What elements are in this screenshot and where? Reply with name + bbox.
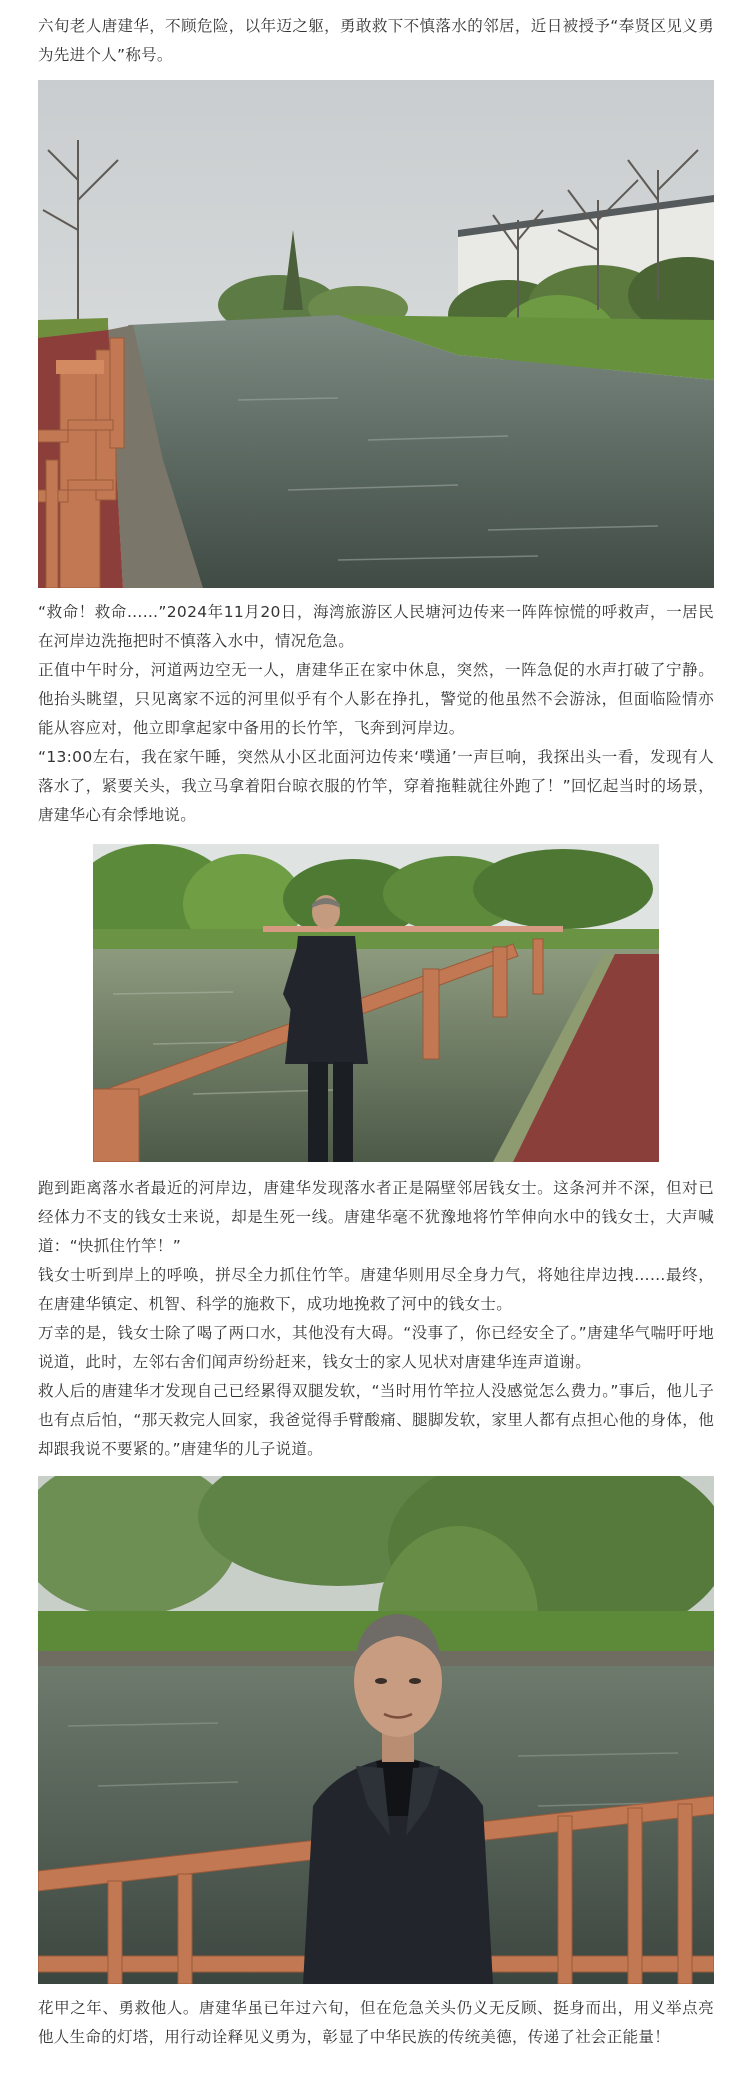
recollection-paragraph: “13:00左右，我在家午睡，突然从小区北面河边传来‘噗通’一声巨响，我探出头一看，发现有人落水了，紧要关头，我立马拿着阳台晾衣服的竹竿，穿着拖鞋就往外跑了！”回忆起当时的场景，唐建华心有余悸地说。 — [38, 748, 714, 824]
man-at-railing-illustration — [93, 844, 659, 1162]
river-photo-illustration — [38, 80, 714, 588]
noon-paragraph: 正值中午时分，河道两边空无一人，唐建华正在家中休息，突然，一阵急促的水声打破了宁静。他抬头眺望，只见离家不远的河里似乎有个人影在挣扎，警觉的他虽然不会游泳，但面临险情亦能从容应对，他立即拿起家中备用的长竹竿，飞奔到河岸边。 — [38, 661, 714, 737]
safe-paragraph: 万幸的是，钱女士除了喝了两口水，其他没有大碍。“没事了，你已经安全了。”唐建华气喘吁吁地说道，此时，左邻右舍们闻声纷纷赶来，钱女士的家人见状对唐建华连声道谢。 — [38, 1324, 714, 1371]
aftermath-paragraph: 救人后的唐建华才发现自己已经累得双腿发软，“当时用竹竿拉人没感觉怎么费力。”事后，他儿子也有点后怕，“那天救完人回家，我爸觉得手臂酸痛、腿脚发软，家里人都有点担心他的身体，他却跟我说不要紧的。”唐建华的儿子说道。 — [38, 1382, 714, 1458]
intro-paragraph: 六旬老人唐建华，不顾危险，以年迈之躯，勇敢救下不慎落水的邻居，近日被授予“奉贤区见义勇为先进个人”称号。 — [38, 17, 714, 64]
river-photo — [38, 80, 714, 588]
rescue-call-paragraph: “救命！救命……”2024年11月20日，海湾旅游区人民塘河边传来一阵阵惊慌的呼救声，一居民在河岸边洗拖把时不慎落入水中，情况危急。 — [38, 603, 714, 650]
shore-paragraph: 跑到距离落水者最近的河岸边，唐建华发现落水者正是隔壁邻居钱女士。这条河并不深，但对已经体力不支的钱女士来说，却是生死一线。唐建华毫不犹豫地将竹竿伸向水中的钱女士，大声喊道：“快抓住竹竿！” — [38, 1179, 714, 1255]
conclusion-paragraph: 花甲之年、勇救他人。唐建华虽已年过六旬，但在危急关头仍义无反顾、挺身而出，用义举点亮他人生命的灯塔，用行动诠释见义勇为，彰显了中华民族的传统美德，传递了社会正能量！ — [38, 1999, 714, 2046]
portrait-photo — [38, 1476, 714, 1984]
man-at-railing-photo — [93, 844, 659, 1162]
portrait-illustration — [38, 1476, 714, 1984]
grab-paragraph: 钱女士听到岸上的呼唤，拼尽全力抓住竹竿。唐建华则用尽全身力气，将她往岸边拽……最终，在唐建华镇定、机智、科学的施救下，成功地挽救了河中的钱女士。 — [38, 1266, 714, 1313]
